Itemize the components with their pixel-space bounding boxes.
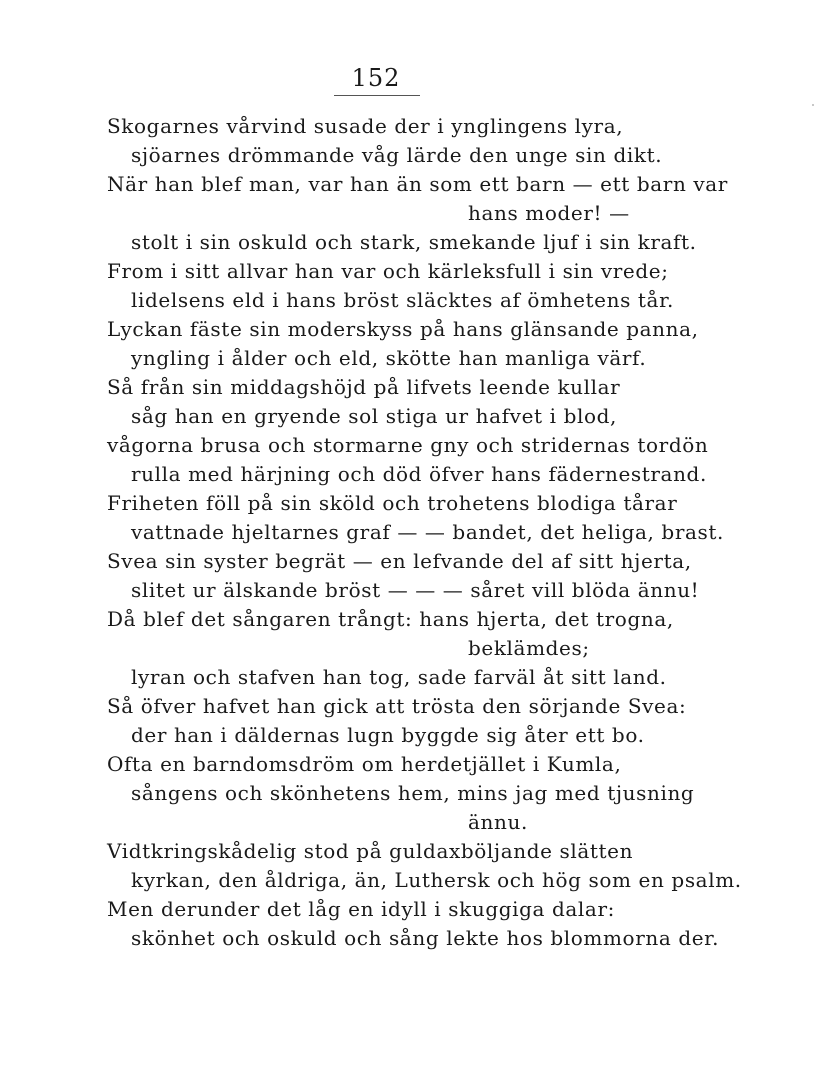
poem-line: Ofta en barndomsdröm om herdetjället i Kumla,: [107, 752, 622, 776]
poem-line: sjöarnes drömmande våg lärde den unge sin dikt.: [131, 143, 663, 167]
poem-line: lidelsens eld i hans bröst släcktes af ömhetens tår.: [131, 288, 675, 312]
poem-line: Så öfver hafvet han gick att trösta den sörjande Svea:: [107, 694, 687, 718]
poem-line-continuation: beklämdes;: [468, 636, 590, 660]
poem-line: Men derunder det låg en idyll i skuggiga dalar:: [107, 897, 615, 921]
poem-line: Lyckan fäste sin moderskyss på hans glänsande panna,: [107, 317, 699, 341]
poem-line: From i sitt allvar han var och kärleksfull i sin vrede;: [107, 259, 669, 283]
page-number: 152: [351, 64, 401, 92]
poem-line: Friheten föll på sin sköld och trohetens blodiga tårar: [107, 491, 678, 515]
poem-line: sångens och skönhetens hem, mins jag med tjusning: [131, 781, 695, 805]
poem-line: kyrkan, den åldriga, än, Luthersk och hög som en psalm.: [131, 868, 742, 892]
margin-speck: [812, 104, 814, 106]
poem-line: Svea sin syster begrät — en lefvande del af sitt hjerta,: [107, 549, 692, 573]
poem-line-continuation: hans moder! —: [468, 201, 630, 225]
poem-line: såg han en gryende sol stiga ur hafvet i blod,: [131, 404, 617, 428]
poem-line-continuation: ännu.: [468, 810, 528, 834]
poem-line: stolt i sin oskuld och stark, smekande ljuf i sin kraft.: [131, 230, 697, 254]
poem-line: skönhet och oskuld och sång lekte hos blommorna der.: [131, 926, 720, 950]
poem-line: Då blef det sångaren trångt: hans hjerta, det trogna,: [107, 607, 674, 631]
poem-line: der han i däldernas lugn byggde sig åter ett bo.: [131, 723, 645, 747]
poem-line: Så från sin middagshöjd på lifvets leende kullar: [107, 375, 621, 399]
poem-line: vågorna brusa och stormarne gny och stridernas tordön: [107, 433, 709, 457]
poem-line: yngling i ålder och eld, skötte han manliga värf.: [131, 346, 647, 370]
poem-line: Skogarnes vårvind susade der i ynglingens lyra,: [107, 114, 624, 138]
poem-line: Vidtkringskådelig stod på guldaxböljande slätten: [107, 839, 634, 863]
poem-line: vattnade hjeltarnes graf — — bandet, det heliga, brast.: [131, 520, 724, 544]
poem-line: När han blef man, var han än som ett barn — ett barn var: [107, 172, 728, 196]
poem-line: lyran och stafven han tog, sade farväl åt sitt land.: [131, 665, 667, 689]
poem-line: slitet ur älskande bröst — — — såret vill blöda ännu!: [131, 578, 700, 602]
page-number-rule: [334, 95, 420, 96]
poem-line: rulla med härjning och död öfver hans fädernestrand.: [131, 462, 707, 486]
